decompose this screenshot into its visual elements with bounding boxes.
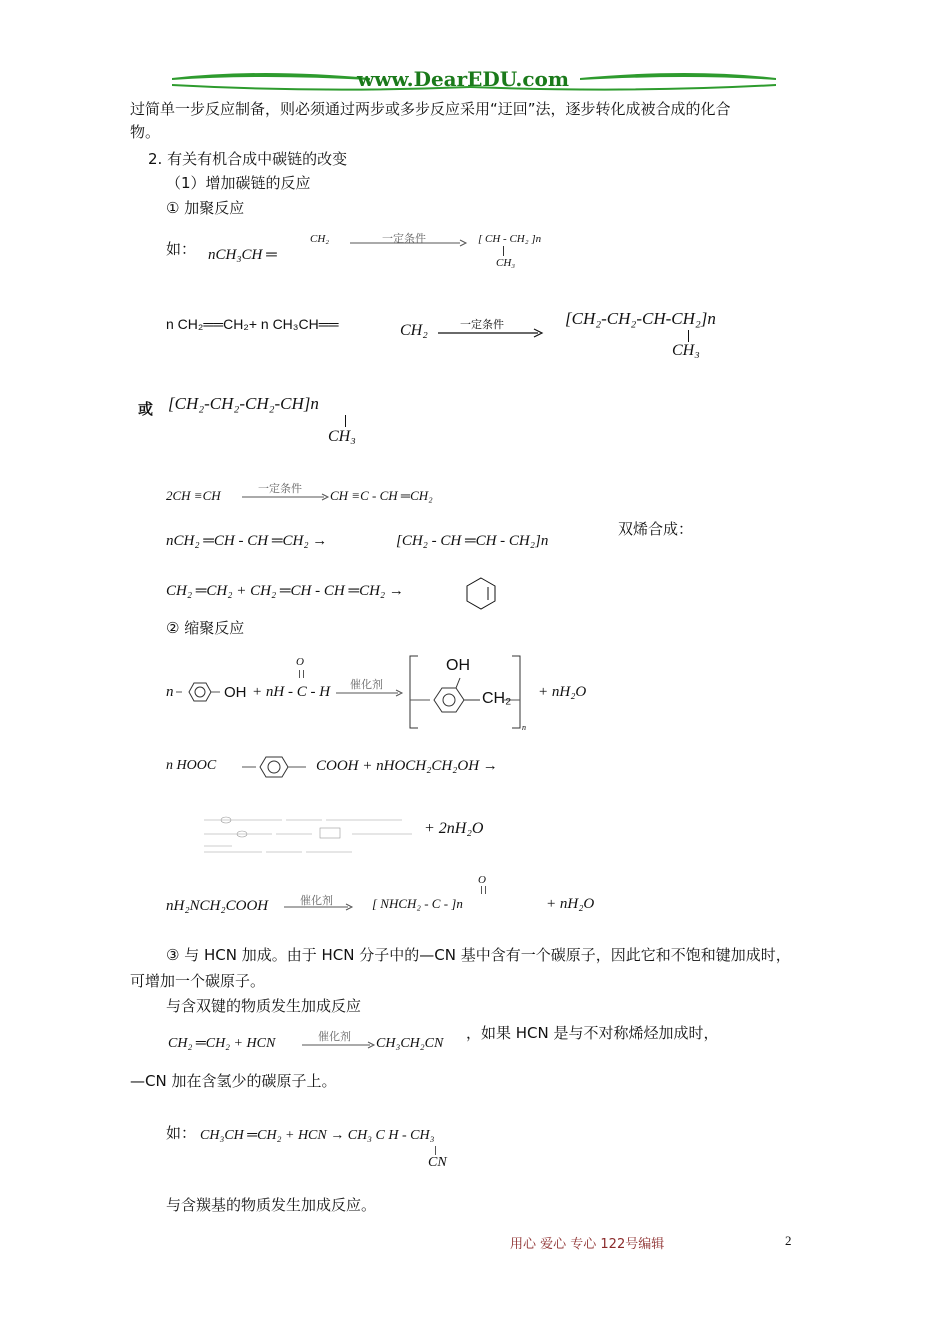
equation-text: n HOOC — [166, 758, 217, 773]
reaction-condition: 催化剂 — [318, 1030, 351, 1043]
equation-text: COOH + nHOCH₂CH₂OH → — [316, 758, 498, 774]
arrow-icon — [438, 328, 548, 338]
para-line: 过简单一步反应制备，则必须通过两步或多步反应采用“迂回”法，逐步转化成被合成的化合 — [130, 100, 731, 118]
equation-text: CH₂ ═CH₂ + HCN — [168, 1036, 276, 1051]
equation-text: O — [296, 656, 304, 668]
bond-line — [299, 670, 304, 678]
benzene-ring-icon — [176, 678, 222, 706]
list-item: ② 缩聚反应 — [166, 619, 245, 637]
or-label: 或 — [138, 400, 154, 418]
equation-text: [ NHCH₂ - C - ]n — [372, 896, 463, 911]
footer-text: 用心 爱心 专心 122号编辑 — [510, 1237, 665, 1252]
site-logo: www.DearEDU.com — [357, 67, 570, 91]
benzene-ring-icon — [242, 752, 308, 782]
bond-line — [481, 886, 486, 894]
example-label: 如： — [166, 1124, 197, 1142]
para-line: 物。 — [130, 123, 161, 141]
cyclohexene-icon — [464, 576, 498, 610]
equation-text: OH — [446, 657, 470, 674]
equation-text: + nH₂O — [538, 684, 587, 700]
equation-text: + nH - C - H — [252, 684, 331, 700]
svg-text:n: n — [522, 723, 526, 732]
equation-text: 2CH ≡CH — [166, 488, 221, 503]
para-line: 与含双键的物质发生加成反应 — [166, 997, 362, 1015]
equation-text: CH₃ — [496, 257, 516, 269]
equation-text: O — [478, 874, 486, 886]
arrow-icon — [302, 1040, 378, 1050]
equation-text: + 2nH₂O — [424, 820, 484, 837]
arrow-icon — [350, 238, 470, 248]
equation-text: nH₂NCH₂COOH — [166, 898, 269, 914]
arrow-icon — [242, 492, 332, 502]
equation-text: CH₃CH₂CN — [376, 1036, 444, 1051]
equation-text: CH₂ — [482, 690, 512, 707]
equation-text: OH — [224, 684, 247, 701]
equation-text: CH ≡C - CH ═CH₂ — [330, 488, 433, 503]
arrow-icon — [336, 688, 406, 698]
equation-text: n — [166, 684, 174, 700]
equation-text: [CH₂-CH₂-CH-CH₂]n — [565, 309, 716, 328]
bond-line — [345, 415, 346, 427]
equation-text: CH₃CH ═CH₂ + HCN → CH₃ C H - CH₃ — [200, 1128, 435, 1143]
subsection-heading: （1）增加碳链的反应 — [166, 174, 311, 192]
reaction-condition: 催化剂 — [350, 678, 383, 691]
equation-text: CH₂ — [310, 233, 330, 245]
reaction-condition: 催化剂 — [300, 894, 333, 907]
para-line: 可增加一个碳原子。 — [130, 972, 266, 990]
equation-text: [CH₂ - CH ═CH - CH₂]n — [396, 533, 549, 549]
page-number: 2 — [785, 1233, 792, 1248]
reaction-condition: 一定条件 — [382, 232, 426, 245]
example-label: 如： — [166, 240, 197, 258]
equation-text: [CH₂-CH₂-CH₂-CH]n — [168, 394, 319, 413]
equation-text: nCH₂ ═CH - CH ═CH₂ → — [166, 533, 328, 549]
para-line: —CN 加在含氢少的碳原子上。 — [130, 1072, 337, 1090]
diene-label: 双烯合成： — [618, 520, 694, 538]
scanned-equation-image — [202, 812, 422, 856]
equation-text: CH₃ — [672, 342, 700, 359]
equation-text: n CH₂══CH₂+ n CH₃CH══ — [166, 316, 339, 332]
reaction-condition: 一定条件 — [460, 318, 504, 331]
para-line: ，如果 HCN 是与不对称烯烃加成时， — [466, 1024, 719, 1042]
bond-line — [688, 330, 689, 342]
list-item: ③ 与 HCN 加成。由于 HCN 分子中的—CN 基中含有一个碳原子，因此它和不饱和键加成时， — [166, 946, 791, 964]
arrow-icon — [284, 902, 356, 912]
equation-text: + nH₂O — [546, 896, 595, 912]
para-line: 与含羰基的物质发生加成反应。 — [166, 1196, 377, 1214]
equation-text: CH₃ — [328, 428, 356, 445]
equation-text: CH₂ — [400, 322, 428, 339]
list-item: ① 加聚反应 — [166, 199, 245, 217]
section-heading: 2. 有关有机合成中碳链的改变 — [148, 150, 348, 168]
reaction-condition: 一定条件 — [258, 482, 302, 495]
equation-text: [ CH - CH₂ ]n — [478, 233, 542, 245]
bond-line — [503, 246, 504, 256]
equation-text: CH₂ ═CH₂ + CH₂ ═CH - CH ═CH₂ → — [166, 583, 404, 599]
bond-line — [435, 1146, 436, 1155]
equation-text: CN — [428, 1155, 447, 1170]
equation-text: nCH₃CH ═ — [208, 247, 277, 263]
